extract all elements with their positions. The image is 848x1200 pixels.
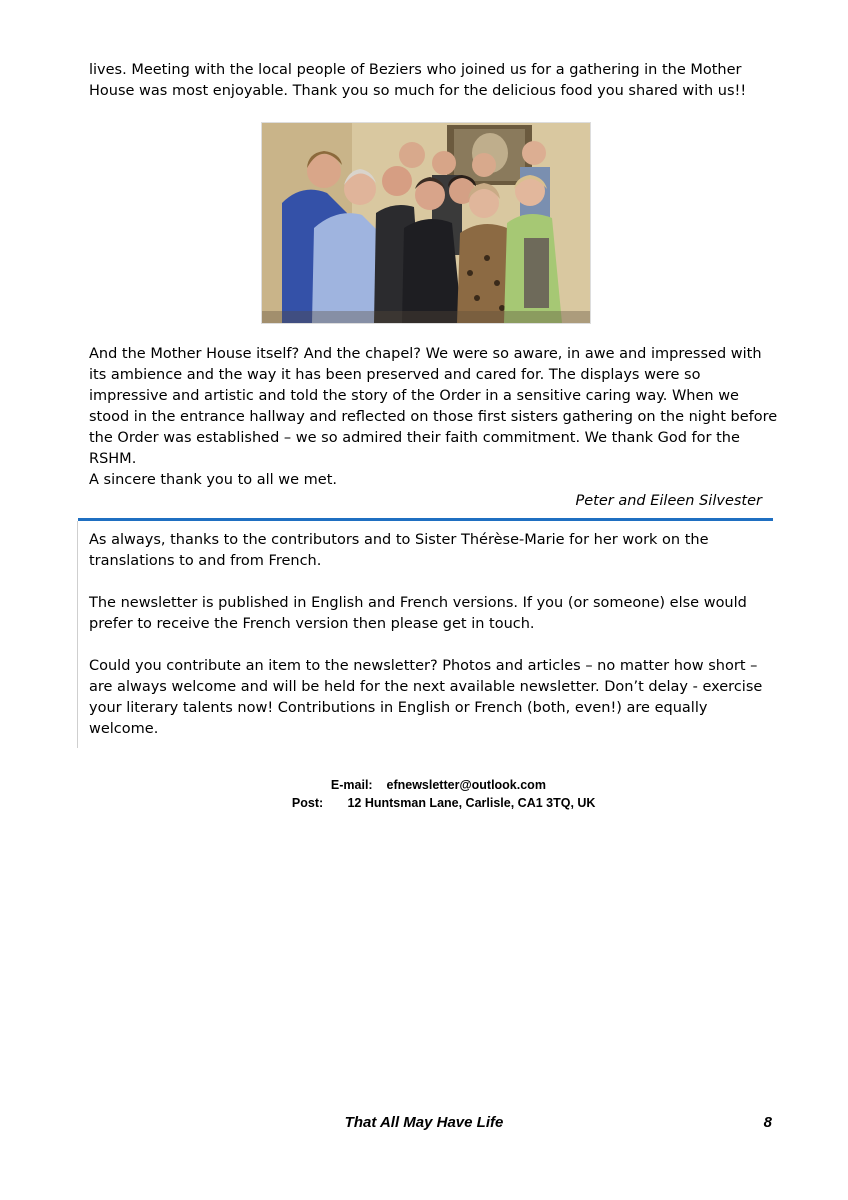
page-number: 8	[763, 1114, 772, 1131]
contributors-paragraph: As always, thanks to the contributors and to Sister Thérèse-Marie for her work on the translations to and from French.	[89, 532, 709, 569]
box-left-border	[77, 521, 78, 748]
email-label: E-mail:	[330, 778, 373, 792]
group-photo-image	[262, 123, 590, 323]
mother-house-paragraph: And the Mother House itself? And the chapel? We were so aware, in awe and impressed with its ambience and the way it has been preserved and cared for. The displays were so impressive and artistic and told the story of the Order in a sensitive caring way. When we stood in the entrance hallway and reflected on those first sisters gathering on the night before the Order was established – we so admired their faith commitment. We thank God for the RSHM.	[89, 346, 778, 467]
post-row	[278, 776, 595, 830]
signature: Peter and Eileen Silvester	[575, 493, 762, 509]
versions-paragraph: The newsletter is published in English and French versions. If you (or someone) else would prefer to receive the French version then please get in touch.	[89, 595, 747, 632]
contribute-paragraph: Could you contribute an item to the newsletter? Photos and articles – no matter how short – are always welcome and will be held for the next available newsletter. Don’t delay - exercise your literary talents now! Contributions in English or French (both, even!) are equally welcome.	[89, 658, 763, 737]
group-photo	[261, 122, 591, 324]
post-value: 12 Huntsman Lane, Carlisle, CA1 3TQ, UK	[347, 796, 596, 810]
thanks-line: A sincere thank you to all we met.	[89, 472, 338, 488]
post-label: Post:	[291, 796, 324, 810]
footer-title: That All May Have Life	[344, 1114, 504, 1131]
intro-paragraph: lives. Meeting with the local people of Beziers who joined us for a gathering in the Mother House was most enjoyable. Thank you so much for the delicious food you shared with us!!	[89, 62, 747, 99]
section-divider	[78, 518, 773, 521]
email-value[interactable]: efnewsletter@outlook.com	[386, 778, 546, 792]
